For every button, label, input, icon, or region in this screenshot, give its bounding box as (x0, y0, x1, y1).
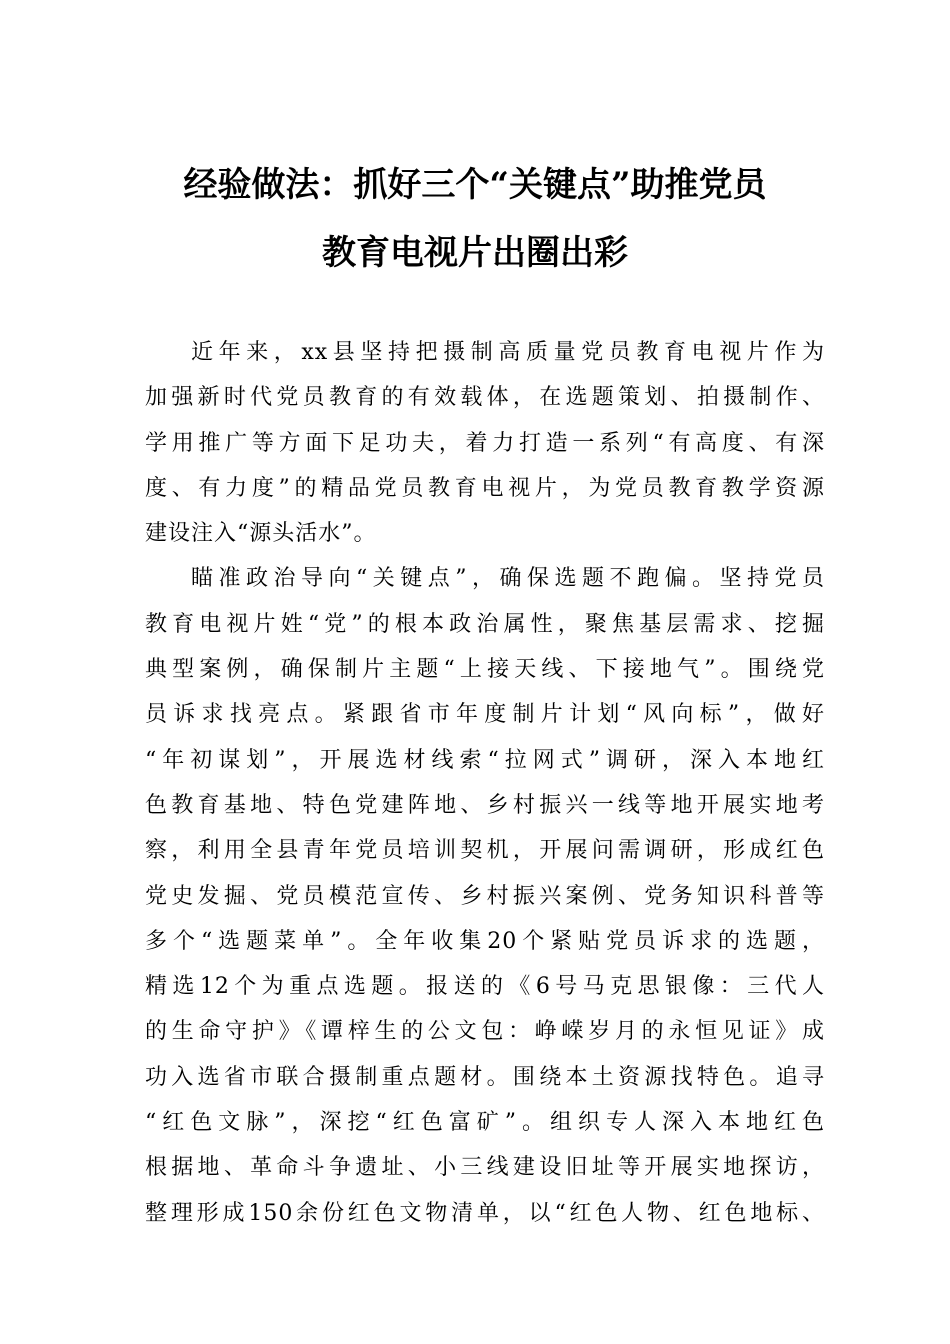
paragraph-line: 整理形成150余份红色文物清单，以“红色人物、红色地标、 (145, 1200, 825, 1226)
document-body (145, 330, 825, 1236)
paragraph-line: 典型案例，确保制片主题“上接天线、下接地气”。围绕党 (145, 657, 825, 683)
paragraph-line: 教育电视片姓“党”的根本政治属性，聚焦基层需求、挖掘 (145, 611, 825, 637)
paragraph-line: 党史发掘、党员模范宣传、乡村振兴案例、党务知识科普等 (145, 883, 825, 909)
paragraph-line: 建设注入“源头活水”。 (145, 521, 377, 547)
paragraph-line: 精选12个为重点选题。报送的《6号马克思银像：三代人 (145, 974, 825, 1000)
paragraph-line: 度、有力度”的精品党员教育电视片，为党员教育教学资源 (145, 475, 825, 501)
paragraph-line: 根据地、革命斗争遗址、小三线建设旧址等开展实地探访， (145, 1155, 825, 1181)
paragraph-1 (145, 330, 825, 556)
paragraph-line: 加强新时代党员教育的有效载体，在选题策划、拍摄制作、 (145, 385, 825, 411)
document-title-line-2: 教育电视片出圈出彩 (322, 233, 628, 273)
paragraph-line: 学用推广等方面下足功夫，着力打造一系列“有高度、有深 (145, 430, 825, 456)
paragraph-line: 的生命守护》《谭梓生的公文包：峥嵘岁月的永恒见证》成 (145, 1019, 825, 1045)
paragraph-line: 功入选省市联合摄制重点题材。围绕本土资源找特色。追寻 (145, 1064, 825, 1090)
paragraph-line: “红色文脉”，深挖“红色富矿”。组织专人深入本地红色 (145, 1110, 825, 1136)
paragraph-line: 近年来，xx县坚持把摄制高质量党员教育电视片作为 (191, 340, 825, 365)
paragraph-line: 色教育基地、特色党建阵地、乡村振兴一线等地开展实地考 (145, 792, 825, 818)
paragraph-2 (145, 556, 825, 1235)
document-title-line-1: 经验做法：抓好三个“关键点”助推党员 (183, 165, 767, 205)
paragraph-line: 员诉求找亮点。紧跟省市年度制片计划“风向标”，做好 (145, 702, 825, 728)
paragraph-line: 察，利用全县青年党员培训契机，开展问需调研，形成红色 (145, 838, 825, 864)
paragraph-line: “年初谋划”，开展选材线索“拉网式”调研，深入本地红 (145, 747, 825, 773)
paragraph-line: 瞄准政治导向“关键点”，确保选题不跑偏。坚持党员 (191, 566, 825, 592)
paragraph-line: 多个“选题菜单”。全年收集20个紧贴党员诉求的选题， (145, 928, 825, 954)
